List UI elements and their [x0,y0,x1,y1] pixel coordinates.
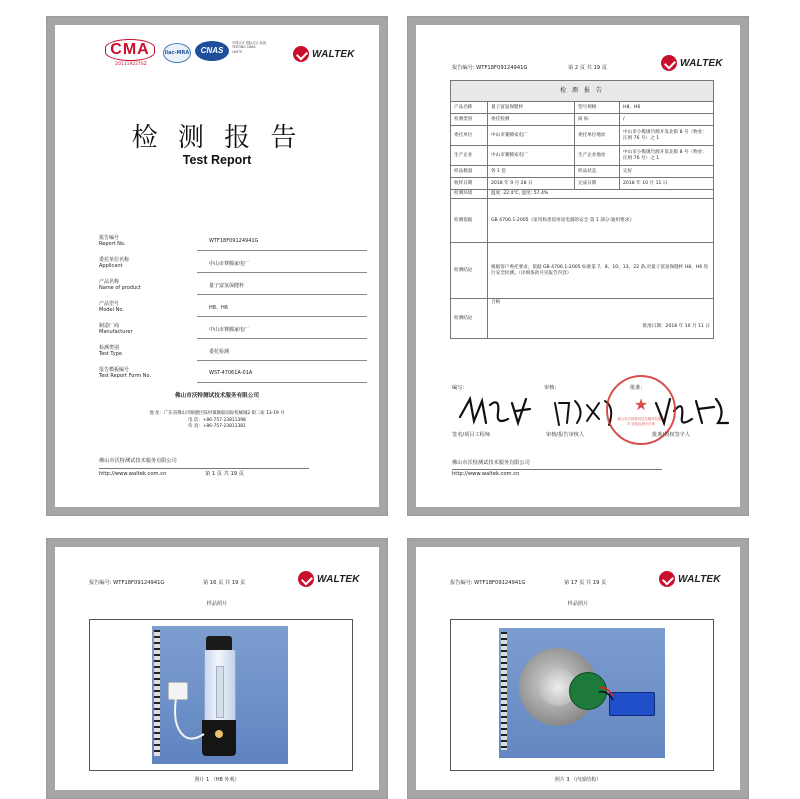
report-summary-page [416,25,740,507]
field-label [99,323,133,335]
table-value-cell: 2018 年 10 月 11 日 [620,178,714,190]
remark-value: 合格 [491,300,501,305]
table-label-cell: 型号规格 [575,102,620,114]
table-label-cell: 完成日期 [575,178,620,190]
ilac-text: ilac-MRA [164,50,190,56]
field-underline [197,250,367,251]
company-address: 地 址：广东省佛山市顺德区陈村镇顺联国际机械城2 街二座 13-19 号 [149,411,285,416]
field-label [99,367,151,379]
footer-web: http://www.waltek.com.cn [452,471,520,477]
waltek-check-icon [661,55,677,71]
table-value-cell: / [620,114,714,126]
table-row [451,146,714,166]
table-label-cell: 生产企业地址 [575,146,620,166]
ruler-strip [501,632,507,750]
field-label [99,235,125,247]
field-row [99,257,367,273]
waltek-text: WALTEK [678,573,721,585]
field-label-cn: 制造厂商 [99,323,120,329]
field-value: WST-47061A-01A [209,370,253,376]
env-label: 检测环境 [451,190,488,199]
table-value-cell: 中山市小榄镇竹源开发北街 8 号（物业：汪炳 76 号）之 1 [620,126,714,146]
cnas-text: CNAS [200,46,224,55]
field-label-en: Model No. [99,307,124,313]
field-value: 量子富氢保健杯 [209,283,245,289]
waltek-text: WALTEK [680,57,723,69]
waltek-text: WALTEK [312,48,355,60]
field-label-en: Applicant [99,263,123,269]
table-row [451,166,714,178]
product-photo [152,626,288,764]
bottle-cap [206,636,232,650]
table-title: 检 测 报 告 [450,80,714,102]
photo-caption: 照片 1 （H8 外观） [194,777,240,783]
table-value-cell: 中山市小榄镇竹源开发北街 8 号（物业：汪炳 76 号）之 1 [620,146,714,166]
footer-divider [452,469,662,470]
bottle-electrode [216,666,224,718]
env-value: 温度: 22.4℃, 湿度: 57.4% [488,190,714,199]
table-label-cell: 样品数量 [451,166,488,178]
photo-page-2 [416,547,740,790]
conclusion-label: 检测结论 [451,243,488,299]
report-no: 报告编号: WTF18F09124941G [450,580,526,586]
cma-text: CMA [105,39,155,61]
photo-frame [89,619,353,771]
field-label-en: Report No. [99,241,126,247]
field-label-cn: 产品名称 [99,279,120,285]
field-underline [197,294,367,295]
field-label-en: Name of product [99,285,141,291]
footer-page: 第 1 页 共 19 页 [205,471,244,477]
field-underline [197,382,367,383]
waltek-logo [293,46,355,62]
report-summary-frame [407,16,749,516]
approval-date: 批准日期：2018 年 10 月 11 日 [642,324,710,329]
waltek-text: WALTEK [317,573,360,585]
remark-label: 检测结论 [451,299,488,339]
footer-divider [99,468,309,469]
waltek-logo [298,571,360,587]
field-value: 中山市赛腾家电厂 [209,261,250,267]
sign-role-3: 批准/授权签字人 [652,432,691,438]
waltek-logo [659,571,721,587]
battery-wires [597,684,617,704]
field-label [99,301,124,313]
report-cover-page [55,25,379,507]
table-label-cell: 委托单位地址 [575,126,620,146]
table-row [451,126,714,146]
field-row [99,323,367,339]
base-button [215,730,223,738]
report-no: 报告编号: WTF18F09124941G [452,65,528,71]
table-row [451,243,714,299]
table-value-cell: 中山市赛腾家电厂 [488,126,575,146]
table-row [451,190,714,199]
table-row [451,114,714,126]
cnas-logo [195,41,229,61]
field-underline [197,316,367,317]
table-value-cell: 中山市赛腾家电厂 [488,146,575,166]
footer-company: 佛山市沃特测试技术服务有限公司 [99,458,177,464]
table-row [451,102,714,114]
page-number: 第 2 页 共 19 页 [568,65,607,71]
photo-page-2-frame [407,538,749,799]
sign-role-2: 审核/报告审核人 [546,432,585,438]
field-label-cn: 产品型号 [99,301,120,307]
ruler-strip [154,630,160,756]
table-label-cell: 产品名称 [451,102,488,114]
waltek-check-icon [293,46,309,62]
sign-role-1: 签名/项目工程师 [452,432,491,438]
field-label-en: Test Report Form No. [99,373,152,379]
field-value: WTF18F09124941G [209,238,259,244]
basis-label: 检测依据 [451,199,488,243]
field-label-en: Manufacturer [99,329,133,335]
field-label-cn: 委托单位名称 [99,257,130,263]
field-label-cn: 报告编号 [99,235,120,241]
table-label-cell: 样品状态 [575,166,620,178]
field-underline [197,360,367,361]
table-row [451,199,714,243]
field-label-cn: 检测类别 [99,345,120,351]
cnas-small-text: 中国认可 国际互认 检测 TESTING CNAS L6979 [232,41,266,54]
table-value-cell: 各 1 套 [488,166,575,178]
table-row [451,178,714,190]
field-label [99,279,141,291]
table-value-cell: 委托检测 [488,114,575,126]
basis-value: GB 4706.1-2005《家用和类似用途电器的安全 第 1 部分:通用要求》 [488,199,714,243]
field-label [99,345,122,357]
title-en: Test Report [182,153,252,167]
waltek-check-icon [659,571,675,587]
photo-caption: 照片 3 （内部结构） [554,777,602,783]
remark-cell [488,299,714,339]
page-number: 第 16 页 共 19 页 [203,580,246,586]
field-value: 委托检测 [209,349,230,355]
internal-photo [499,628,665,758]
table-label-cell: 委托单位 [451,126,488,146]
report-cover-frame [46,16,388,516]
field-value: 中山市赛腾家电厂 [209,327,250,333]
waltek-logo [661,55,723,71]
ilac-logo [163,43,191,63]
summary-table [450,101,714,339]
table-label-cell: 商 标 [575,114,620,126]
company-fax: 传 真：+86-757-23811381 [188,424,246,429]
cma-logo [105,39,157,71]
photo-frame [450,619,714,771]
cma-number: 201119227SZ [115,62,147,67]
sign-label-1: 编写： [452,385,468,391]
field-value: H8、H6 [209,305,228,311]
report-no: 报告编号: WTF18F09124941G [89,580,165,586]
company-name: 佛山市沃特测试技术服务有限公司 [175,393,259,399]
table-label-cell: 检测类别 [451,114,488,126]
charging-cable [170,696,210,746]
field-label [99,257,129,269]
section-title: 样品照片 [206,601,228,607]
conclusion-value: 根据客户委托要求，依据 GB 4706.1-2005 标准第 7、8、10、13、22 条,对量子富氢保健杯 H8、H6 进行安全检测。（详细条款号见报告内容） [488,243,714,299]
field-row [99,345,367,361]
field-underline [197,272,367,273]
field-row [99,367,367,383]
table-label-cell: 生产企业 [451,146,488,166]
field-row [99,279,367,295]
company-tel: 电 话：+86-757-23811398 [188,418,246,423]
section-title: 样品照片 [567,601,589,607]
table-label-cell: 收样日期 [451,178,488,190]
field-label-cn: 报告模板编号 [99,367,130,373]
photo-page-1-frame [46,538,388,799]
sign-label-3: 批准： [630,385,646,391]
footer-company: 佛山市沃特测试技术服务有限公司 [452,460,530,466]
table-value-cell: 完好 [620,166,714,178]
table-value-cell: H8、H6 [620,102,714,114]
field-label-en: Test Type [99,351,122,357]
photo-page-1 [55,547,379,790]
signature-1 [456,393,534,429]
field-row [99,301,367,317]
sign-label-2: 审核： [544,385,560,391]
field-row [99,235,367,251]
footer-web: http://www.waltek.com.cn [99,471,167,477]
waltek-check-icon [298,571,314,587]
table-row [451,299,714,339]
table-value-cell: 量子富氢保健杯 [488,102,575,114]
table-value-cell: 2018 年 9 月 28 日 [488,178,575,190]
stamp-star-icon: ★ [633,395,649,414]
page-number: 第 17 页 共 19 页 [564,580,607,586]
stamp-text: 佛山市沃特测试技术服务有限公司 检验检测专用章 [617,417,665,426]
title-cn: 检 测 报 告 [131,123,303,153]
field-underline [197,338,367,339]
